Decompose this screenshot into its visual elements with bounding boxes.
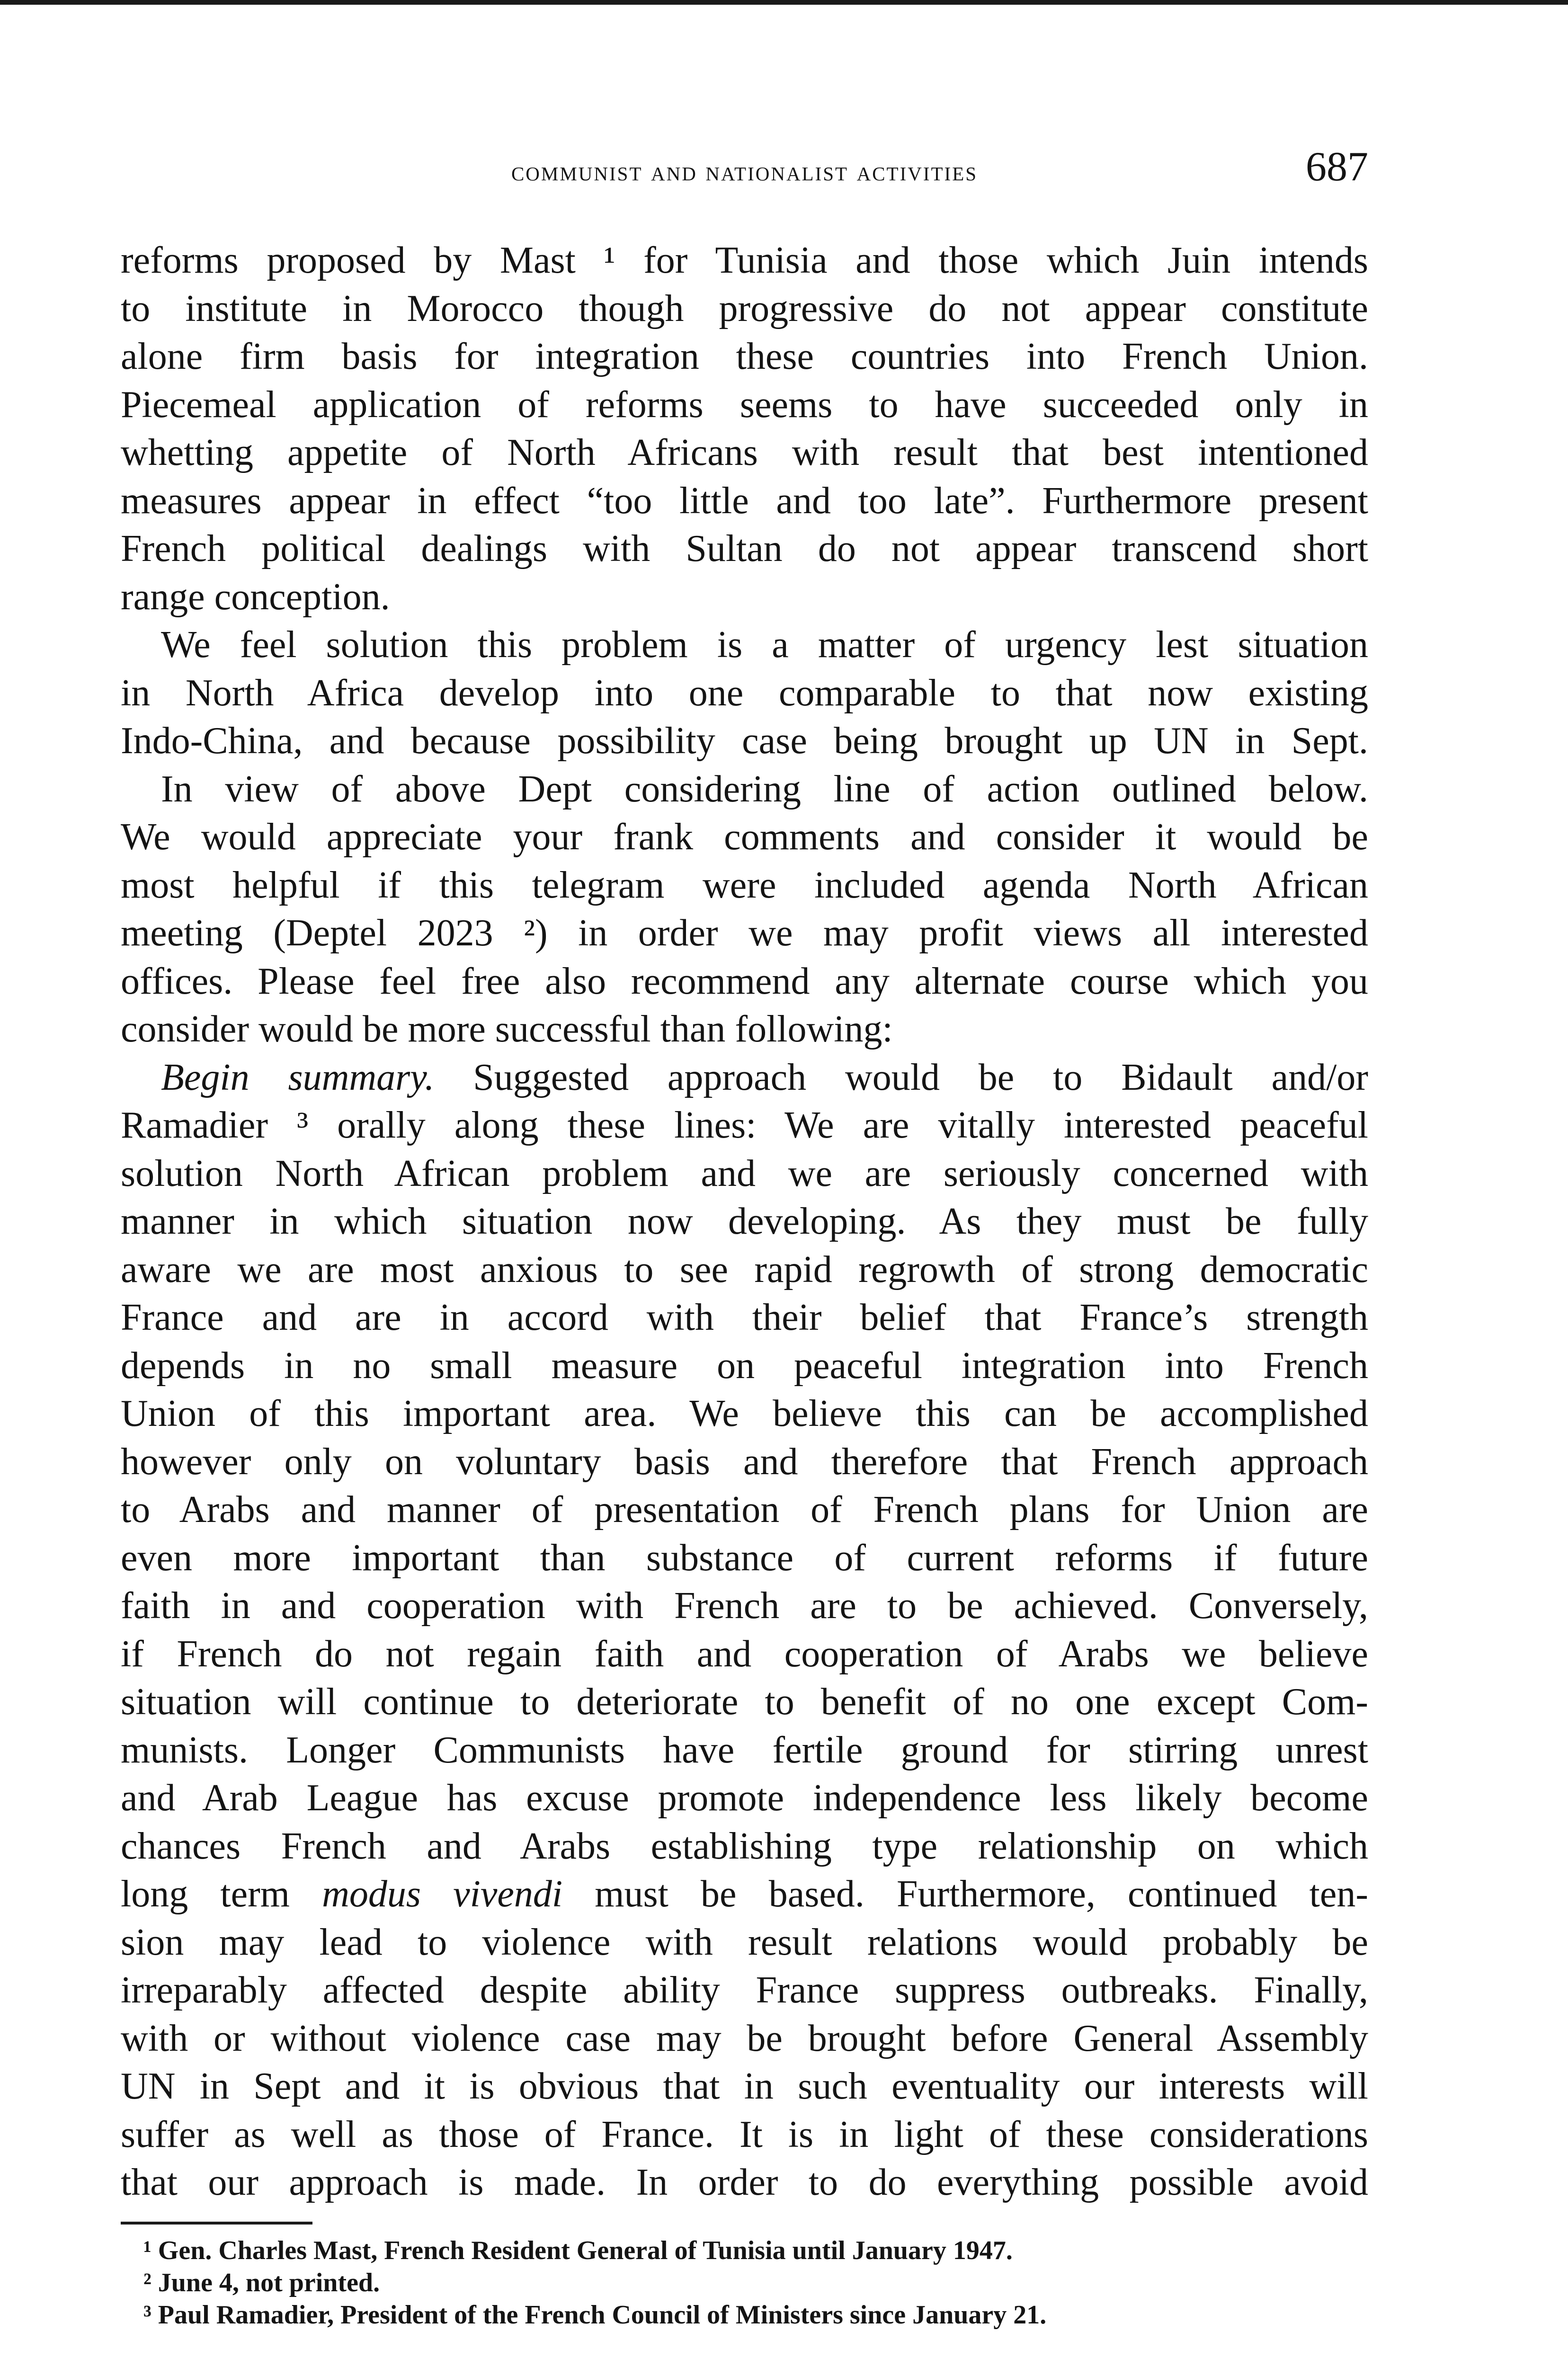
body-line: consider would be more successful than following: (121, 1008, 893, 1050)
body-line: to Arabs and manner of presentation of French plans for Union are (121, 1489, 1368, 1531)
body-line: situation will continue to deteriorate to benefit of no one except Com- (121, 1681, 1368, 1723)
body-line: range conception. (121, 576, 390, 618)
footnote: ¹ Gen. Charles Mast, French Resident General of Tunisia until January 1947. (143, 2236, 1013, 2265)
footnote-divider (121, 2222, 312, 2225)
body-line: most helpful if this telegram were included agenda North African (121, 864, 1368, 906)
body-line: Piecemeal application of reforms seems to have succeeded only in (121, 383, 1368, 426)
body-line: in North Africa develop into one comparable to that now existing (121, 672, 1368, 714)
body-line: We feel solution this problem is a matter of urgency lest situation (161, 624, 1368, 666)
body-line: irreparably affected despite ability France suppress outbreaks. Finally, (121, 1969, 1368, 2011)
body-line: measures appear in effect “too little and too late”. Furthermore present (121, 480, 1368, 522)
body-line: to institute in Morocco though progressive do not appear constitute (121, 287, 1368, 329)
italic-phrase: modus vivendi (322, 1873, 563, 1915)
footnote: ³ Paul Ramadier, President of the French Council of Ministers since January 21. (143, 2300, 1047, 2330)
body-text (121, 237, 1368, 2207)
body-line: In view of above Dept considering line of action outlined below. (161, 768, 1368, 810)
body-line: whetting appetite of North Africans with result that best intentioned (121, 432, 1368, 473)
body-line: depends in no small measure on peaceful integration into French (121, 1344, 1368, 1387)
body-line: solution North African problem and we are seriously concerned with (121, 1152, 1368, 1194)
body-line: We would appreciate your frank comments and consider it would be (121, 816, 1368, 858)
footnotes (121, 2234, 1368, 2331)
body-line: offices. Please feel free also recommend any alternate course which you (121, 960, 1368, 1002)
body-line: France and are in accord with their belief that France’s strength (121, 1297, 1368, 1338)
body-line: however only on voluntary basis and therefore that French approach (121, 1441, 1368, 1483)
body-line: Union of this important area. We believe this can be accomplished (121, 1393, 1368, 1434)
body-line: Indo-China, and because possibility case being brought up UN in Sept. (121, 720, 1368, 762)
body-line: sion may lead to violence with result relations would probably be (121, 1921, 1368, 1963)
body-line: aware we are most anxious to see rapid regrowth of strong democratic (121, 1248, 1368, 1290)
body-line: if French do not regain faith and cooperation of Arabs we believe (121, 1633, 1368, 1675)
body-line: reforms proposed by Mast ¹ for Tunisia and those which Juin intends (121, 240, 1368, 281)
footnote: ² June 4, not printed. (143, 2268, 380, 2297)
italic-phrase: Begin summary. (161, 1056, 435, 1098)
body-line: UN in Sept and it is obvious that in such eventuality our interests will (121, 2065, 1368, 2107)
body-line: faith in and cooperation with French are to be achieved. Conversely, (121, 1585, 1368, 1627)
body-line: suffer as well as those of France. It is in light of these considerations (121, 2113, 1368, 2155)
body-line: with or without violence case may be brought before General Assembly (121, 2017, 1368, 2059)
body-line: and Arab League has excuse promote independence less likely become (121, 1777, 1368, 1819)
body-line: chances French and Arabs establishing type relationship on which (121, 1825, 1368, 1867)
body-line: French political dealings with Sultan do not appear transcend short (121, 528, 1368, 570)
body-line: meeting (Deptel 2023 ²) in order we may profit views all interested (121, 912, 1368, 954)
page-header (121, 142, 1368, 208)
page-top-edge (0, 0, 1568, 5)
body-line: that our approach is made. In order to do everything possible avoid (121, 2162, 1368, 2203)
body-line: Ramadier ³ orally along these lines: We are vitally interested peaceful (121, 1104, 1368, 1146)
page-number: 687 (1306, 144, 1368, 190)
body-line: even more important than substance of current reforms if future (121, 1537, 1368, 1579)
body-line: alone firm basis for integration these countries into French Union. (121, 336, 1368, 377)
running-head: communist and nationalist activities (511, 156, 978, 187)
body-line: long term modus vivendi must be based. Furthermore, continued ten- (121, 1873, 1368, 1915)
body-line: munists. Longer Communists have fertile ground for stirring unrest (121, 1729, 1368, 1771)
body-line: manner in which situation now developing. As they must be fully (121, 1201, 1368, 1242)
body-line: Begin summary. Suggested approach would be to Bidault and/or (161, 1056, 1368, 1098)
